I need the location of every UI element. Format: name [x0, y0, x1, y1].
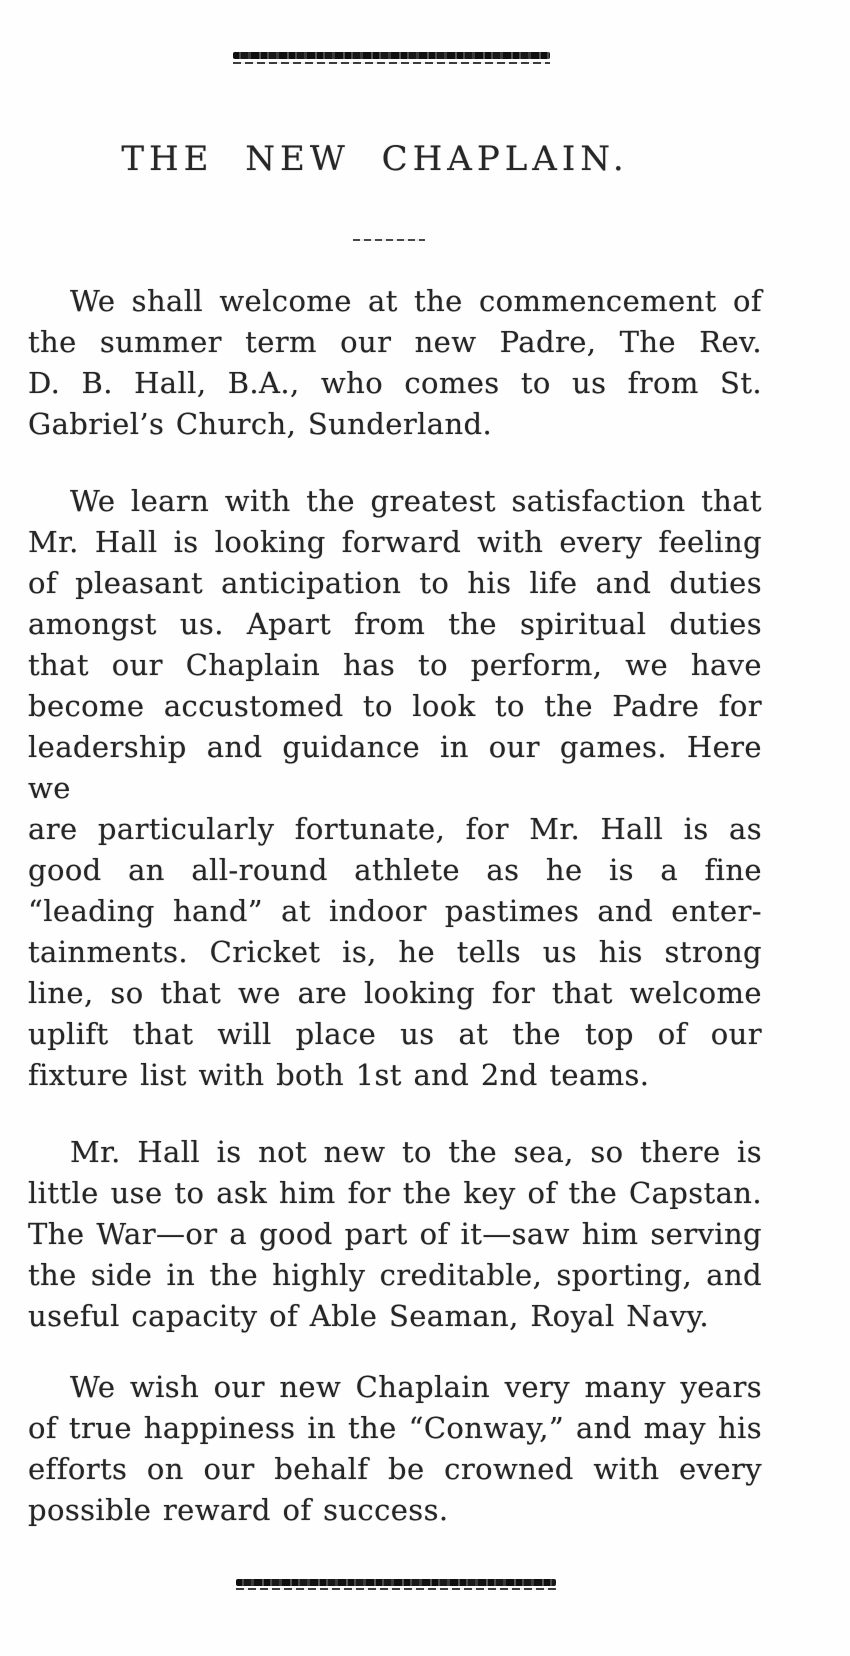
top-rule-thin-line [233, 62, 550, 64]
top-ornamental-rule [233, 52, 550, 64]
text-line: We wish our new Chaplain very many years [70, 1370, 762, 1404]
text-line: of true happiness in the “Conway,” and may his [28, 1411, 762, 1445]
bottom-ornamental-rule [236, 1579, 556, 1590]
article-body [28, 281, 762, 1531]
top-rule-thick-bar [233, 52, 550, 59]
text-line: line, so that we are looking for that welcome [28, 976, 762, 1010]
text-line: of pleasant anticipation to his life and duties [28, 566, 762, 600]
paragraph-2 [28, 481, 762, 1096]
text-line: uplift that will place us at the top of our [28, 1017, 762, 1051]
text-line: Mr. Hall is not new to the sea, so there is [70, 1135, 762, 1169]
text-line: little use to ask him for the key of the Capstan. [28, 1176, 762, 1210]
text-line: leadership and guidance in our games. Here we [28, 730, 762, 805]
text-line: are particularly fortunate, for Mr. Hall is as [28, 812, 762, 846]
text-line: We learn with the greatest satisfaction that [70, 484, 762, 518]
bottom-rule-thin-line [236, 1588, 556, 1590]
text-line: tainments. Cricket is, he tells us his strong [28, 935, 762, 969]
text-line: amongst us. Apart from the spiritual duties [28, 607, 762, 641]
text-line: “leading hand” at indoor pastimes and enter- [28, 894, 762, 928]
text-line: good an all-round athlete as he is a fine [28, 853, 762, 887]
text-line: that our Chaplain has to perform, we have [28, 648, 762, 682]
text-line: fixture list with both 1st and 2nd teams. [28, 1058, 650, 1092]
text-line: The War—or a good part of it—saw him serving [28, 1217, 762, 1251]
text-line: efforts on our behalf be crowned with every [28, 1452, 762, 1486]
text-line: possible reward of success. [28, 1493, 449, 1527]
text-line: useful capacity of Able Seaman, Royal Navy. [28, 1299, 710, 1333]
text-line: Gabriel’s Church, Sunderland. [28, 407, 493, 441]
title-divider-rule [353, 239, 425, 241]
text-line: the summer term our new Padre, The Rev. [28, 325, 762, 359]
text-line: Mr. Hall is looking forward with every feeling [28, 525, 762, 559]
article-title: THE NEW CHAPLAIN. [121, 139, 629, 179]
paragraph-1 [28, 281, 762, 445]
paragraph-3 [28, 1132, 762, 1337]
text-line: become accustomed to look to the Padre for [28, 689, 762, 723]
text-line: D. B. Hall, B.A., who comes to us from St. [28, 366, 762, 400]
bottom-rule-thick-bar [236, 1579, 556, 1586]
text-line: the side in the highly creditable, sporting, and [28, 1258, 762, 1292]
text-line: We shall welcome at the commencement of [70, 284, 762, 318]
paragraph-4 [28, 1367, 762, 1531]
